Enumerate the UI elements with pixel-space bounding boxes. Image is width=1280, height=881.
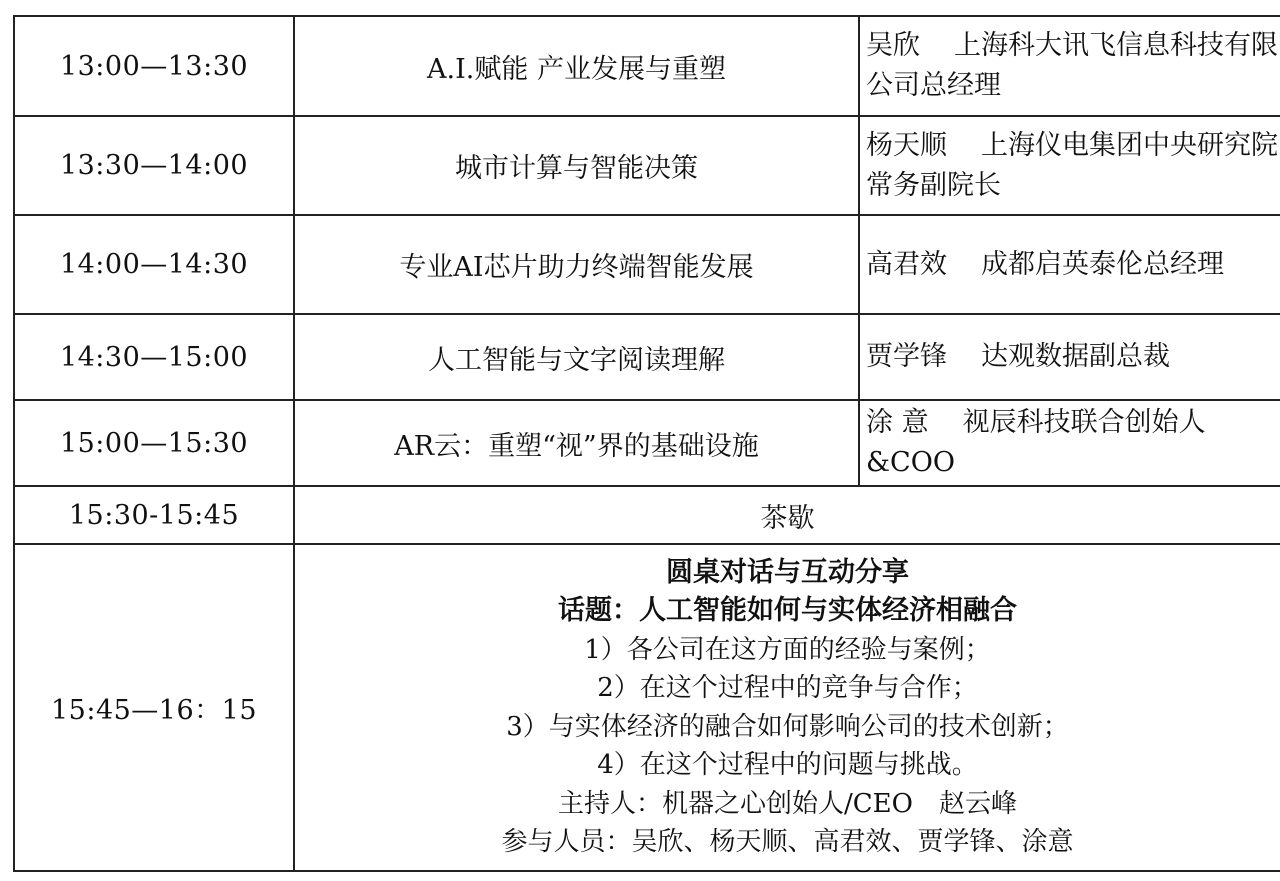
- speaker-cell: [859, 215, 1280, 314]
- roundtable-point: 2）在这个过程中的竞争与合作；: [597, 673, 978, 703]
- agenda-table: [13, 15, 1280, 872]
- roundtable-topic: 话题：人工智能如何与实体经济相融合: [558, 595, 1017, 626]
- speaker-cell: [859, 116, 1280, 215]
- speaker-title: 视辰科技联合创始人&COO: [866, 407, 1206, 478]
- speaker-title: 上海仪电集团中央研究院 常务副院长: [866, 129, 1278, 201]
- topic-cell: AR云：重塑“视”界的基础设施: [294, 400, 859, 486]
- break-row: [14, 486, 1280, 544]
- speaker-title: 成都启英泰伦总经理: [981, 248, 1224, 280]
- roundtable-title: 圆桌对话与互动分享: [666, 556, 909, 588]
- speaker-cell: [859, 314, 1280, 400]
- speaker-cell: [859, 16, 1280, 116]
- topic-cell: A.I.赋能 产业发展与重塑: [294, 16, 859, 116]
- speaker-cell: [859, 400, 1280, 486]
- roundtable-time: 15:45—16：15: [14, 544, 294, 871]
- roundtable-point: 1）各公司在这方面的经验与案例；: [584, 634, 991, 665]
- break-label: 茶歇: [294, 486, 1280, 544]
- time-cell: 14:00—14:30: [14, 215, 294, 314]
- time-cell: 13:30—14:00: [14, 116, 294, 215]
- roundtable-participants: 参与人员：吴欣、杨天顺、高君效、贾学锋、涂意: [501, 827, 1074, 857]
- roundtable-cell: [294, 544, 1280, 871]
- speaker-name: 涂 意: [866, 407, 929, 438]
- speaker-name: 高君效: [866, 248, 947, 280]
- roundtable-row: [14, 544, 1280, 871]
- table-row: [14, 116, 1280, 215]
- speaker-title: 达观数据副总裁: [981, 341, 1170, 372]
- speaker-name: 贾学锋: [866, 341, 947, 372]
- table-row: [14, 215, 1280, 314]
- topic-cell: 人工智能与文字阅读理解: [294, 314, 859, 400]
- topic-cell: 城市计算与智能决策: [294, 116, 859, 215]
- table-row: [14, 400, 1280, 486]
- roundtable-host: 主持人：机器之心创始人/CEO 赵云峰: [558, 788, 1017, 819]
- speaker-name: 吴欣: [866, 30, 920, 61]
- roundtable-point: 3）与实体经济的融合如何影响公司的技术创新；: [506, 711, 1069, 742]
- table-row: [14, 314, 1280, 400]
- topic-cell: 专业AI芯片助力终端智能发展: [294, 215, 859, 314]
- speaker-title: 上海科大讯飞信息科技有限公司总经理: [866, 30, 1278, 101]
- time-cell: 15:00—15:30: [14, 400, 294, 486]
- roundtable-point: 4）在这个过程中的问题与挑战。: [597, 750, 978, 780]
- time-cell: 14:30—15:00: [14, 314, 294, 400]
- speaker-name: 杨天顺: [866, 129, 947, 161]
- break-time: 15:30-15:45: [14, 486, 294, 544]
- time-cell: 13:00—13:30: [14, 16, 294, 116]
- table-row: [14, 16, 1280, 116]
